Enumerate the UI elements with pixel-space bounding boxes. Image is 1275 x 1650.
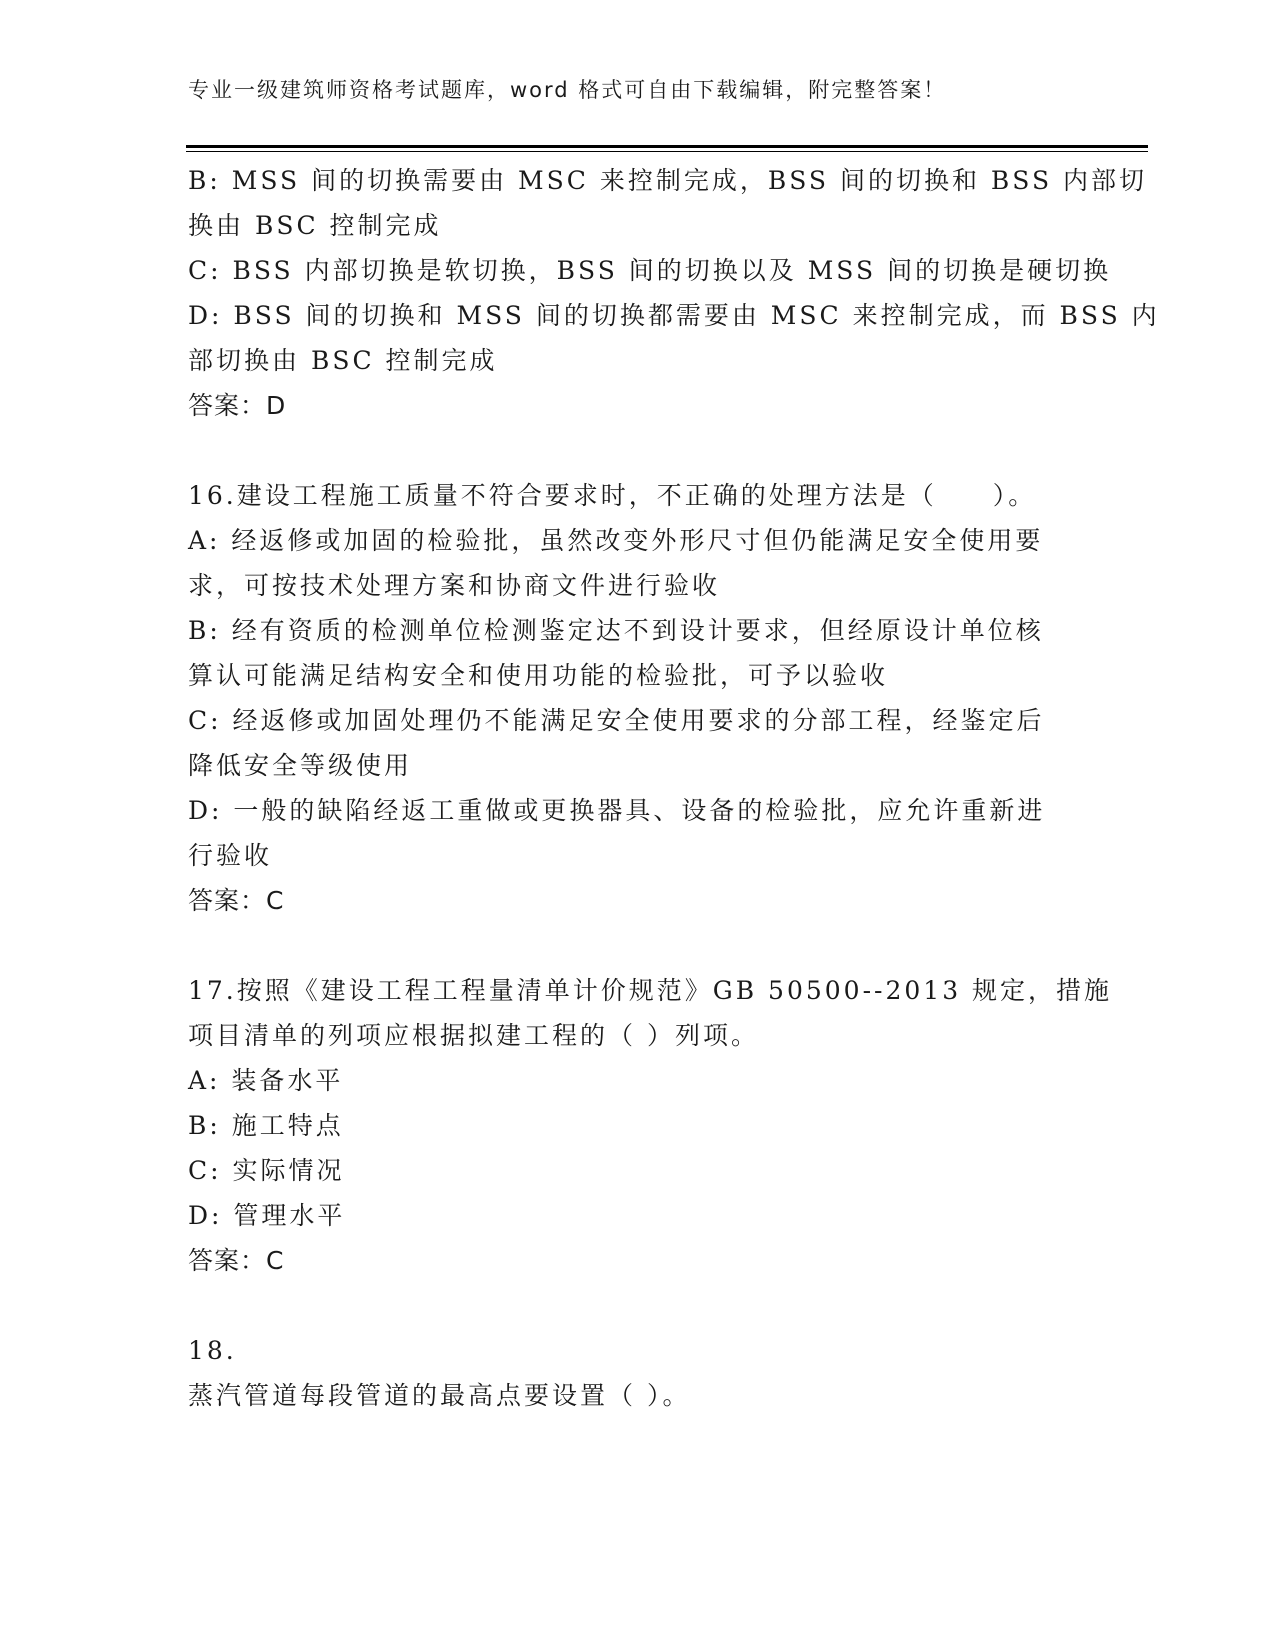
q17-stem-line1: 17.按照《建设工程工程量清单计价规范》GB 50500--2013 规定，措施 [188, 976, 1113, 1005]
q15-option-d-line2: 部切换由 BSC 控制完成 [188, 346, 498, 375]
q17-answer: 答案：C [188, 1246, 285, 1275]
q18-number: 18. [188, 1336, 237, 1365]
q17-stem-line2: 项目清单的列项应根据拟建工程的（ ）列项。 [188, 1021, 759, 1050]
page-header: 专业一级建筑师资格考试题库，word 格式可自由下载编辑，附完整答案！ [188, 78, 947, 102]
q15-option-b-line2: 换由 BSC 控制完成 [188, 211, 442, 240]
q16-option-a-line2: 求，可按技术处理方案和协商文件进行验收 [188, 571, 721, 600]
q16-option-d-line1: D: 一般的缺陷经返工重做或更换器具、设备的检验批，应允许重新进 [188, 796, 1046, 825]
q16-option-d-line2: 行验收 [188, 841, 273, 870]
spacer [188, 428, 1088, 473]
header-rule-thick [186, 145, 1148, 148]
q16-answer: 答案：C [188, 886, 285, 915]
q15-option-d-line1: D: BSS 间的切换和 MSS 间的切换都需要由 MSC 来控制完成，而 BSS 内 [188, 301, 1160, 330]
q16-option-b-line1: B: 经有资质的检测单位检测鉴定达不到设计要求，但经原设计单位核 [188, 616, 1044, 645]
q17-option-c: C: 实际情况 [188, 1156, 345, 1185]
spacer [188, 1283, 1088, 1328]
spacer [188, 923, 1088, 968]
q15-option-c: C: BSS 内部切换是软切换，BSS 间的切换以及 MSS 间的切换是硬切换 [188, 256, 1112, 285]
q16-option-a-line1: A: 经返修或加固的检验批，虽然改变外形尺寸但仍能满足安全使用要 [188, 526, 1044, 555]
q16-option-b-line2: 算认可能满足结构安全和使用功能的检验批，可予以验收 [188, 661, 889, 690]
q15-answer: 答案：D [188, 391, 287, 420]
q17-option-d: D: 管理水平 [188, 1201, 346, 1230]
question-content [188, 158, 1160, 1418]
q16-stem: 16.建设工程施工质量不符合要求时，不正确的处理方法是（ ）。 [188, 481, 1037, 510]
q17-option-a: A: 装备水平 [188, 1066, 344, 1095]
q16-option-c-line2: 降低安全等级使用 [188, 751, 413, 780]
q16-option-c-line1: C: 经返修或加固处理仍不能满足安全使用要求的分部工程，经鉴定后 [188, 706, 1045, 735]
q17-option-b: B: 施工特点 [188, 1111, 344, 1140]
header-rule-thin [186, 151, 1148, 152]
q18-stem: 蒸汽管道每段管道的最高点要设置（ ）。 [188, 1381, 691, 1410]
q15-option-b-line1: B: MSS 间的切换需要由 MSC 来控制完成，BSS 间的切换和 BSS 内部切 [188, 166, 1148, 195]
